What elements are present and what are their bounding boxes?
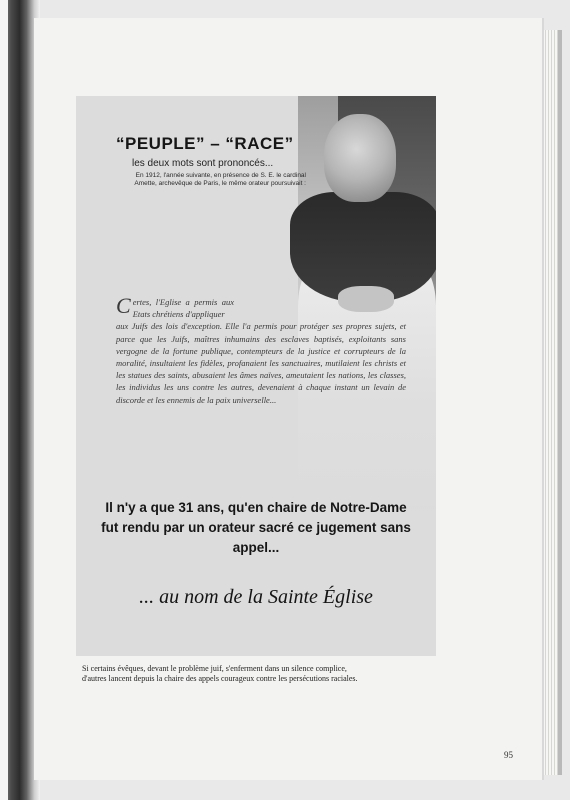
quote-body: aux Juifs des lois d'exception. Elle l'a permis pour protéger ses propres sujets, et parce que les Juifs, maîtres inhumains des esclaves baptisés, exploitants sans vergogne de la fortune publique, contempteurs de la justice et corrupteurs de la moralité, insultaient les fidèles, profanaient les sanctuaires, mutilaient les christs et les statues des saints, abusaient les âmes naïves, ameutaient les nations, les classes, les individus les uns contre les autres, devenaient à chaque instant un levain de discorde et les ennemis de la paix universelle... bbox=[116, 321, 406, 405]
photo-head bbox=[324, 114, 396, 202]
plate-intro: En 1912, l'année suivante, en présence de S. E. le cardinal Amette, archevêque de Paris, le même orateur poursuivait : bbox=[134, 172, 306, 187]
printed-plate bbox=[76, 96, 436, 656]
plate-slogan: ... au nom de la Sainte Église bbox=[139, 586, 373, 608]
quote-opening: ertes, l'Eglise a permis aux Etats chrétiens d'appliquer bbox=[132, 297, 234, 320]
plate-title: “PEUPLE” – “RACE” bbox=[116, 134, 294, 153]
page-caption: Si certains évêques, devant le problème juif, s'enferment dans un silence complice, d'autres lancent depuis la chaire des appels courageux contre les persécutions raciales. bbox=[82, 664, 358, 683]
page-number: 95 bbox=[504, 750, 513, 760]
quote-drop-cap: C bbox=[116, 293, 131, 318]
left-page-edge bbox=[0, 0, 28, 800]
quote-block bbox=[116, 293, 406, 406]
plate-subtitle: les deux mots sont prononcés... bbox=[132, 158, 274, 169]
plate-headline: Il n'y a que 31 ans, qu'en chaire de Notre-Dame fut rendu par un orateur sacré ce jugement sans appel... bbox=[101, 500, 411, 555]
page-stack-edges bbox=[540, 30, 558, 775]
